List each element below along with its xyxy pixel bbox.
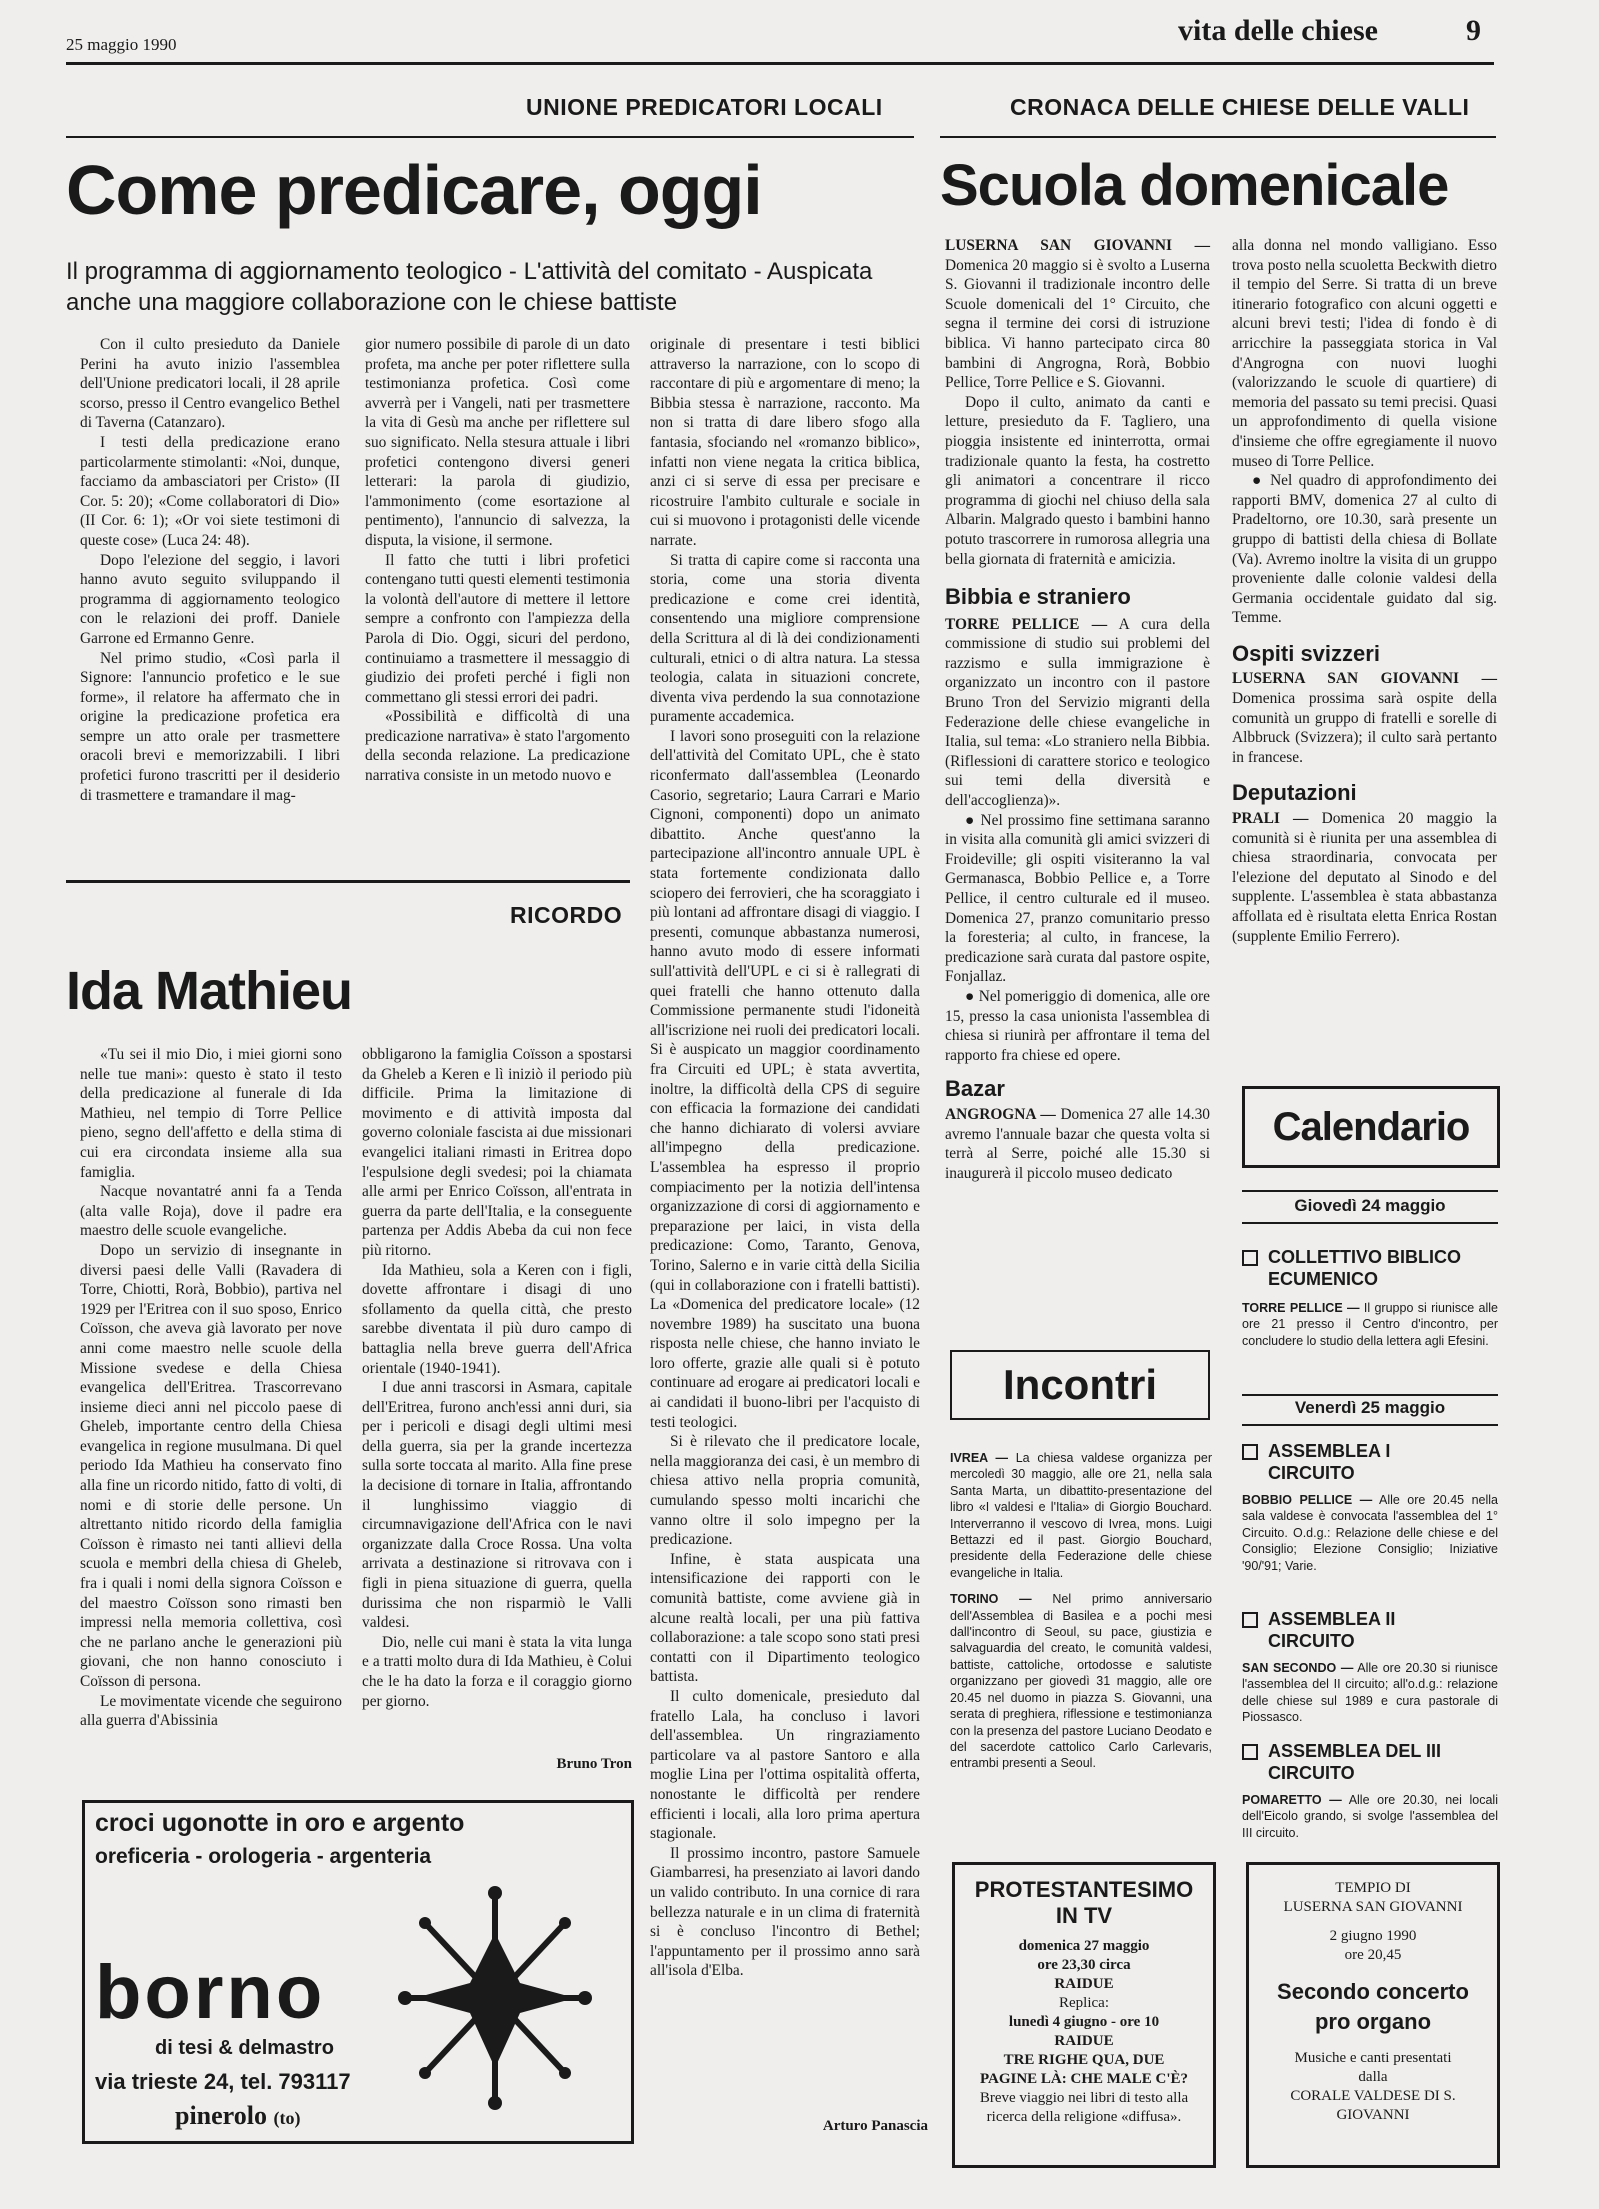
event-text [1242, 1300, 1498, 1349]
event-title: ASSEMBLEA I CIRCUITO [1268, 1441, 1391, 1483]
item-text: Alle ore 20.30 si riunisce l'assemblea del II circuito; all'o.d.g.: relazione delle chiese sul 1989 e cura pastorale di Piossasco. [1242, 1661, 1498, 1725]
place-name: LUSERNA SAN GIOVANNI — [1232, 670, 1497, 688]
ad-brand-borno: borno [95, 1950, 326, 2035]
paragraph: «Possibilità e difficoltà di una predicazione narrativa» è stato l'argomento della seconda relazione. La predicazione narrativa consiste in un metodo nuovo e [365, 708, 630, 785]
tv-line: lunedì 4 giugno - ore 10 [1008, 2014, 1160, 2030]
concerto-line: LUSERNA SAN GIOVANNI [1283, 1899, 1463, 1915]
calendario-rule-1 [1242, 1190, 1498, 1192]
checkbox-icon [1242, 1250, 1258, 1266]
ricordo-signature: Bruno Tron [556, 1756, 632, 1772]
paragraph [1232, 669, 1497, 767]
paragraph-text: Nel prossimo fine settimana saranno in visita alla comunità gli amici svizzeri di Froideville; gli ospiti visiteranno la val Germanasca, Bobbio Pellice e, a Torre Pellice, il centro culturale ed il museo. Domenica 27, pranzo comunitario presso la foresteria; al culto, in francese, la predicazione sarà curata dal pastore ospite, Fonjallaz. [945, 811, 1210, 986]
tv-line: ore 23,30 circa [1037, 1957, 1131, 1973]
paragraph: Le movimentate vicende che seguirono alla guerra d'Abissinia [80, 1692, 342, 1730]
paragraph: I due anni trascorsi in Asmara, capitale dell'Eritrea, furono anch'essi anni duri, sia per i pericoli e disagi degli ultimi mesi della guerra, sia per la grande incertezza sulla sorte toccata al marito. Alla fine prese la decisione di tornare in Italia, affrontando il lunghissimo viaggio di circumnavigazione dell'Africa con le navi organizzate dalla Croce Rossa. Una volta arrivata a destinazione si ritrovava con i figli in piena situazione di guerra, quella durissima che non risparmiò le Valli valdesi. [362, 1379, 632, 1632]
item-text: Il gruppo si riunisce alle ore 21 presso il Centro d'incontro, per concludere lo studio della lettera agli Efesini. [1242, 1301, 1498, 1348]
issue-date: 25 maggio 1990 [66, 35, 177, 54]
concerto-title: Secondo concerto pro organo [1277, 1979, 1469, 2034]
calendar-event [1242, 1246, 1498, 1349]
advertisement-borno [82, 1800, 634, 2144]
paragraph: Nel primo studio, «Così parla il Signore: l'annuncio profetico e le sue forme», il relatore ha affermato che in origine la predicazione profetica era sempre un atto orale per trasmettere oracoli brevi e memorizzabili. I libri profetici furono trascritti per il desiderio di trasmettere e tramandare il mag- [80, 649, 340, 804]
protestantesimo-tv-box [952, 1862, 1216, 2168]
paragraph: Dopo l'elezione del seggio, i lavori hanno avuto seguito sviluppando il programma di aggiornamento teologico con le relazioni dei proff. Daniele Garrone ed Ermanno Genre. [80, 551, 340, 647]
paragraph: alla donna nel mondo valligiano. Esso trova posto nella scuoletta Beckwith dietro il tempio del Serre. Si tratta di un breve itinerario fotografico con alcuni oggetti e alcuni brevi testi; l'idea di fondo è di arricchire la passeggiata storica in Val d'Angrogna con nuovi luoghi (valorizzando le scuole di quartiere) di memoria del passato su temi precisi. Quasi un approfondimento di quella visione d'insieme che offre egregiamente il nuovo museo di Torre Pellice. [1232, 237, 1497, 470]
incontri-list [950, 1450, 1212, 1772]
calendar-event [1242, 1440, 1498, 1574]
concerto-line: TEMPIO DI [1335, 1880, 1411, 1896]
paragraph [945, 393, 1210, 569]
calendar-event [1242, 1608, 1498, 1726]
heading-bazar: Bazar [945, 1076, 1005, 1102]
list-item [950, 1591, 1212, 1771]
checkbox-icon [1242, 1444, 1258, 1460]
ricordo-rule [66, 880, 630, 883]
paragraph: Dio, nelle cui mani è stata la vita lunga e a tratti molto dura di Ida Mathieu, è Colui che le ha dato la forza e il coraggio giorno per giorno. [362, 1633, 632, 1710]
bullet: ● [965, 811, 976, 829]
tv-line: RAIDUE [1054, 1976, 1114, 1992]
paragraph [945, 236, 1210, 393]
predicare-column-2 [365, 335, 630, 875]
tv-title: PROTESTANTESIMO IN TV [974, 1877, 1194, 1928]
paragraph-text: Domenica 27 alle 14.30 avremo l'annuale bazar che questa volta si terrà al Serre, poiché alle 15.30 si inaugurerà il piccolo museo dedicato [945, 1105, 1210, 1182]
concerto-line: CORALE VALDESE DI S. GIOVANNI [1290, 2088, 1456, 2123]
paragraph [1232, 809, 1497, 946]
concerto-line: Musiche e canti presentati dalla [1294, 2050, 1452, 2085]
paragraph: ● Nel quadro di approfondimento dei rapporti BMV, domenica 27 al culto di Pradeltorno, ore 10.30, sarà presente un gruppo di battisti della chiesa di Bollate (Va). Avremo inoltre la visita di un gruppo proveniente dalle colonie valdesi della Germania occidentale guidato dal sig. Temme. [1232, 472, 1497, 627]
place-name: ANGROGNA — [945, 1105, 1056, 1123]
paragraph-text: Nel pomeriggio di domenica, alle ore 15, presso la casa unionista l'assemblea di chiesa si riunirà per affrontare il tema del rapporto fra chiese ed opere. [945, 987, 1210, 1064]
ricordo-column-1 [80, 1045, 342, 1765]
tv-line: domenica 27 maggio [1018, 1938, 1150, 1954]
checkbox-icon [1242, 1612, 1258, 1628]
paragraph: Il fatto che tutti i libri profetici contengano tutti questi elementi testimonia la volontà dell'autore di mettere il lettore sempre a confronto con l'ampiezza della Parola di Dio. Oggi, sicuri del perdono, continuiamo a trasmettere il messaggio di giudizio dei profeti perché i figli non commettano gli stessi errori dei padri. [365, 551, 630, 706]
paragraph: I lavori sono proseguiti con la relazione dell'attività del Comitato UPL, che è stato riconfermato dall'assemblea (Leonardo Casorio, segretario; Laura Carrari e Mario Cignoni, componenti) dopo un animato dibattito. Anche quest'anno la partecipazione all'incontro annuale UPL è stata fortemente condizionata dallo sciopero dei ferrovieri, che ha scoraggiato i più lontani ad affrontare disagi di viaggio. I presenti, comunque abbastanza numerosi, hanno avuto modo di essere informati sull'attività dell'UPL e ci si è rallegrati di quei fratelli che hanno ottenuto dalla Commissione permanente studi l'idoneità all'iscrizione nei ruoli dei predicatori locali. Si è auspicato un maggior coordinamento fra Circuiti ed UPL; è stata avvertita, inoltre, la difficoltà della CPS di seguire con efficacia la formazione dei candidati che hanno dichiarato di volersi avviare all'impegno della predicazione. L'assemblea ha espresso il proprio compiacimento per la notizia dell'intensa organizzazione di corsi di aggiornamento e preparazione per laici, in vista della predicazione: Como, Taranto, Genova, Torino, Salerno e in varie città della Sicilia (qui in collaborazione con i fratelli battisti). La «Domenica del predicatore locale» (12 novembre 1989) ha suscitato una buona risposta nelle chiese, che hanno inviato le loro offerte, grazie alle quali si è potuto continuare ad erogare ai predicatori locali e ai candidati il buono-libri per l'acquisto di testi teologici. [650, 727, 920, 1431]
tv-program-title: TRE RIGHE QUA, DUE PAGINE LÀ: CHE MALE C'È? [979, 2052, 1189, 2087]
calendario-title: Calendario [1272, 1105, 1470, 1149]
ad-line-city [175, 2101, 300, 2131]
predicare-signature: Arturo Panascia [822, 2118, 928, 2134]
section-rule-right [940, 136, 1496, 138]
page-number: 9 [1466, 14, 1481, 47]
ricordo-column-2 [362, 1045, 632, 1765]
place-name: TORRE PELLICE — [1242, 1301, 1360, 1315]
predicare-column-1 [80, 335, 340, 875]
place-name: BOBBIO PELLICE — [1242, 1493, 1373, 1507]
item-text: Nel primo anniversario dell'Assemblea di Basilea e a pochi mesi dall'incontro di Seoul, su pace, giustizia e salvaguardia del creato, le comunità valdesi, battiste, cattoliche, ortodosse e salutiste organizzano per giovedì 31 maggio, alle ore 20.45 nel duomo in piazza S. Giovanni, una serata di preghiera, riflessione e testimonianza con la presenza del pastore Luciano Deodato e del sacerdote cattolico Carlo Carlevaris, entrambi presenti a Seoul. [950, 1592, 1212, 1771]
calendario-header-box [1242, 1086, 1500, 1168]
paragraph [945, 615, 1210, 811]
calendario-day-24: Giovedì 24 maggio [1294, 1196, 1446, 1215]
calendario-day-25: Venerdì 25 maggio [1294, 1398, 1446, 1417]
paragraph-text: Dopo il culto, animato da canti e letture, presieduto da F. Tagliero, una pioggia insistente ed ininterrotta, ormai tradizionale quanto la festa, ha costretto gli animatori a concentrare il ricco programma di giochi nel chiuso della sala Albarin. Malgrado questo i bambini hanno potuto trascorrere in rumorosa allegria una bella giornata di fraternità e amicizia. [945, 393, 1210, 568]
masthead: vita delle chiese [1178, 14, 1378, 47]
paragraph: Dopo un servizio di insegnante in diversi paesi delle Valli (Ravadera di Torre, Chiotti, Rorà, Bobbio), partiva nel 1929 per l'Eritrea con il suo sposo, Enrico Coïsson, che aveva già lavorato per nove anni come maestro nelle scuole della Missione svedese e della Chiesa evangelica dell'Eritrea. Trascorrevano insieme dieci anni nel piccolo paese di Gheleb, importante centro della Chiesa evangelica in regione musulmana. Di quel periodo Ida Mathieu ha conservato fino alla fine un ricordo nitido, fatto di volti, di nomi e di storie delle persone. Un altrettanto nitido ricordo della famiglia Coïsson è rimasto nei tanti allievi della scuola e membri della chiesa di Gheleb, fra i quali i nomi della signora Coïsson e del maestro Coïsson sono rimasti ben impressi nella memoria collettiva, così che ne parlano anche le generazioni più giovani, che non hanno conosciuto i Coïsson di persona. [80, 1241, 342, 1690]
place-name: LUSERNA SAN GIOVANNI — [945, 237, 1210, 254]
place-name: TORRE PELLICE — [945, 615, 1108, 633]
paragraph: I testi della predicazione erano particolarmente stimolanti: «Noi, dunque, facciamo da ambasciatori per Cristo» (II Cor. 5: 20); «Come collaboratori di Dio» (II Cor. 6: 1); «Or voi siete testimoni di queste cose» (Luca 24: 48). [80, 433, 340, 549]
incontri-title: Incontri [1003, 1361, 1157, 1408]
ad-line-tesi: di tesi & delmastro [155, 2037, 334, 2059]
paragraph: «Tu sei il mio Dio, i miei giorni sono nelle tue mani»: questo è stato il testo della predicazione al funerale di Ida Mathieu, nel tempio di Torre Pellice pieno, segno dell'affetto e della stima di cui era circondata insieme alla sua famiglia. [80, 1046, 342, 1181]
list-item [950, 1450, 1212, 1581]
paragraph: originale di presentare i testi biblici attraverso la narrazione, con lo scopo di raccontare di più e argomentare di meno; la Bibbia stessa è narrazione, racconto. Ma non si tratta di dare libero sfogo alla fantasia, sfociando nel «romanzo biblico», infatti non viene negata la critica biblica, anzi ci si serve di essa per precisare e ricostruire l'ambito culturale e sociale in cui si muovono i protagonisti delle vicende narrate. [650, 336, 920, 549]
place-name: SAN SECONDO — [1242, 1661, 1354, 1675]
place-name: TORINO — [950, 1592, 1032, 1607]
paragraph: Si è rilevato che il predicatore locale, nella maggioranza dei casi, è un membro di chiesa attivo nella propria comunità, cumulando spesso molti incarichi che vanno oltre il solo impegno per la predicazione. [650, 1433, 920, 1549]
ad-line-address: via trieste 24, tel. 793117 [95, 2069, 351, 2094]
section-rule-left [66, 136, 914, 138]
paragraph: Ida Mathieu, sola a Keren con i figli, dovette affrontare i disagi di uno sfollamento da quella città, che presto sarebbe diventata il più duro campo di battaglia nella breve guerra dell'Africa orientale (1940-1941). [362, 1261, 632, 1377]
paragraph-text: Nel quadro di approfondimento dei rapporti BMV, domenica 27 al culto di Pradeltorno, ore 10.30, sarà presente un gruppo di battisti della chiesa di Bollate (Va). Avremo inoltre la visita di un gruppo proveniente dalle colonie valdesi della Germania occidentale guidato dal sig. Temme. [1232, 472, 1497, 627]
paragraph [945, 987, 1210, 1065]
concerto-line: ore 20,45 [1344, 1947, 1402, 1963]
scuola-column-2 [1232, 236, 1497, 1096]
paragraph-text: Domenica prossima sarà ospite della comunità un gruppo di fratelli e sorelle di Albbruck (Svizzera); il culto sarà pertanto in francese. [1232, 690, 1497, 766]
article-title-scuola: Scuola domenicale [940, 153, 1449, 218]
ad-line-oreficeria: oreficeria - orologeria - argenteria [95, 1845, 432, 1868]
paragraph [945, 811, 1210, 987]
paragraph [945, 1105, 1210, 1183]
paragraph-text: Domenica 20 maggio si è svolto a Luserna S. Giovanni il tradizionale incontro delle Scuole domenicali del 1° Circuito, che segna il termine dei corsi di istruzione biblica. Vi hanno partecipato circa 80 bambini di Angrogna, Rorà, Bobbio Pellice, Torre Pellice e S. Giovanni. [945, 256, 1210, 392]
concerto-box [1246, 1862, 1500, 2168]
paragraph: Infine, è stata auspicata una intensificazione dei rapporti con le comunità battiste, come avviene già in alcune realtà locali, per una più fattiva collaborazione: a tale scopo sono stati presi contatti con il Dipartimento teologico battista. [650, 1550, 920, 1686]
concerto-line: 2 giugno 1990 [1329, 1928, 1417, 1944]
tv-line: Breve viaggio nei libri di testo alla ricerca della religione «diffusa». [979, 2090, 1189, 2125]
paragraph: Nacque novantatré anni fa a Tenda (alta valle Roja), dove il padre era maestro delle scuole evangeliche. [80, 1183, 342, 1240]
heading-ospiti: Ospiti svizzeri [1232, 640, 1380, 666]
item-text: La chiesa valdese organizza per mercoledì 30 maggio, alle ore 21, nella sala Santa Marta, un dibattito-presentazione del libro «I valdesi e l'Italia» di Giorgio Bouchard. Interverranno il vescovo di Ivrea, mons. Luigi Bettazzi ed il past. Giorgio Bouchard, presidente della Federazione delle chiese evangeliche in Italia. [950, 1451, 1212, 1580]
scuola-column-1 [945, 236, 1211, 1182]
event-text [1242, 1792, 1498, 1841]
heading-deputazioni: Deputazioni [1232, 780, 1357, 806]
section-label-ricordo: RICORDO [510, 902, 623, 928]
paragraph-text: A cura della commissione di studio sui problemi del razzismo e sulla immigrazione è organizzato un incontro con il pastore Bruno Tron del Servizio migranti della Federazione delle chiese evangeliche in Italia, sul tema: «Lo straniero nella Bibbia. (Riflessioni di carattere storico e teologico sui temi della diversità e dell'accoglienza)». [945, 615, 1211, 810]
event-title: ASSEMBLEA DEL III CIRCUITO [1268, 1741, 1442, 1783]
item-text: Alle ore 20.30, nei locali dell'Eicolo grando, si svolge l'assemblea del III circuito. [1242, 1793, 1498, 1840]
article-title-predicare: Come predicare, oggi [66, 151, 762, 229]
section-label-cronaca: CRONACA DELLE CHIESE DELLE VALLI [1010, 94, 1470, 120]
calendario-rule-4 [1242, 1424, 1498, 1426]
paragraph: gior numero possibile di parole di un dato profeta, ma anche per poter riflettere sulla testimonianza profetica. Così come avverrà per i Vangeli, nati per trasmettere la vita di Gesù ma anche per riflettere sul suo significato. Nella stesura attuale i libri profetici contengono diversi generi letterari: la parola di giudizio, l'ammonimento (come esortazione al pentimento), l'annuncio di salvezza, la disputa, la visione, il sermone. [365, 336, 630, 549]
ad-city-suffix: (to) [273, 2108, 301, 2128]
huguenot-cross-icon [385, 1873, 605, 2123]
bullet: ● [965, 987, 975, 1005]
article-subtitle-predicare: Il programma di aggiornamento teologico - L'attività del comitato - Auspicata anche una maggiore collaborazione con le chiese battiste [66, 258, 873, 316]
header-rule [66, 62, 1494, 65]
tv-line: Replica: [1059, 1995, 1109, 2011]
event-text [1242, 1660, 1498, 1726]
article-title-ida-mathieu: Ida Mathieu [66, 961, 353, 1021]
place-name: POMARETTO — [1242, 1793, 1342, 1807]
place-name: IVREA — [950, 1451, 1008, 1465]
paragraph: Il prossimo incontro, pastore Samuele Giambarresi, ha presenziato ai lavori dando un valido contributo. In una cornice di rara bellezza naturale e in un clima di fraternità si è concluso l'incontro di Bethel; l'appuntamento per il prossimo anno sarà all'isola d'Elba. [650, 1844, 920, 1980]
calendario-rule-2 [1242, 1222, 1498, 1224]
paragraph: Si tratta di capire come si racconta una storia, come una storia diventa predicazione e come crei identità, consentendo una migliore comprensione della Scrittura al di là dei condizionamenti culturali, etnici o di altra natura. La stessa teologia, calata in situazioni concrete, diventa viva perdendo la sua connotazione puramente accademica. [650, 551, 920, 726]
heading-bibbia: Bibbia e straniero [945, 584, 1131, 610]
event-text [1242, 1492, 1498, 1574]
paragraph: Il culto domenicale, presieduto dal fratello Lala, ha concluso i lavori dell'assemblea. Un ringraziamento particolare va al pastore Santoro e alla moglie Lina per l'ottima ospitalità offerta, nonostante le difficoltà per rendere efficienti i locali, alla loro prima apertura stagionale. [650, 1687, 920, 1843]
section-label-predicatori: UNIONE PREDICATORI LOCALI [526, 94, 883, 120]
calendario-rule-3 [1242, 1394, 1498, 1396]
event-title: ASSEMBLEA II CIRCUITO [1268, 1609, 1396, 1651]
event-title: COLLETTIVO BIBLICO ECUMENICO [1268, 1247, 1461, 1289]
paragraph: Con il culto presieduto da Daniele Perini ha avuto inizio l'assemblea dell'Unione predicatori locali, il 28 aprile scorso, presso il Centro evangelico Bethel di Taverna (Catanzaro). [80, 336, 340, 432]
paragraph-text: Domenica 20 maggio la comunità si è riunita per una assemblea di chiesa straordinaria, convocata per l'elezione del deputato al Sinodo e del supplente. L'assemblea è stata abbastanza affollata ed è risultata eletta Enrica Rostan (supplente Emilio Ferrero). [1232, 810, 1497, 945]
checkbox-icon [1242, 1744, 1258, 1760]
incontri-header-box [950, 1350, 1210, 1420]
calendar-event [1242, 1740, 1498, 1841]
place-name: PRALI — [1232, 810, 1309, 828]
tv-line: RAIDUE [1054, 2033, 1114, 2049]
predicare-column-3 [650, 335, 920, 2000]
paragraph: obbligarono la famiglia Coïsson a spostarsi da Gheleb a Keren e lì iniziò il periodo più difficile. Prima la limitazione di movimento e di attività imposta dal governo coloniale fascista ai due missionari evangelici italiani rimasti in Eritrea dopo l'espulsione degli svedesi; poi la chiamata alle armi per Enrico Coïsson, all'entrata in guerra da parte dell'Italia, e la conseguente partenza per Addis Abeba da cui non fece più ritorno. [362, 1046, 632, 1259]
ad-city: pinerolo [175, 2101, 267, 2130]
item-text: Alle ore 20.45 nella sala valdese è convocata l'assemblea del 1° Circuito. O.d.g.: Relazione delle chiese e del Consiglio; Elezione Consiglio; Iniziative '90/'91; Varie. [1242, 1493, 1498, 1573]
ad-line-croci: croci ugonotte in oro e argento [95, 1809, 465, 1837]
